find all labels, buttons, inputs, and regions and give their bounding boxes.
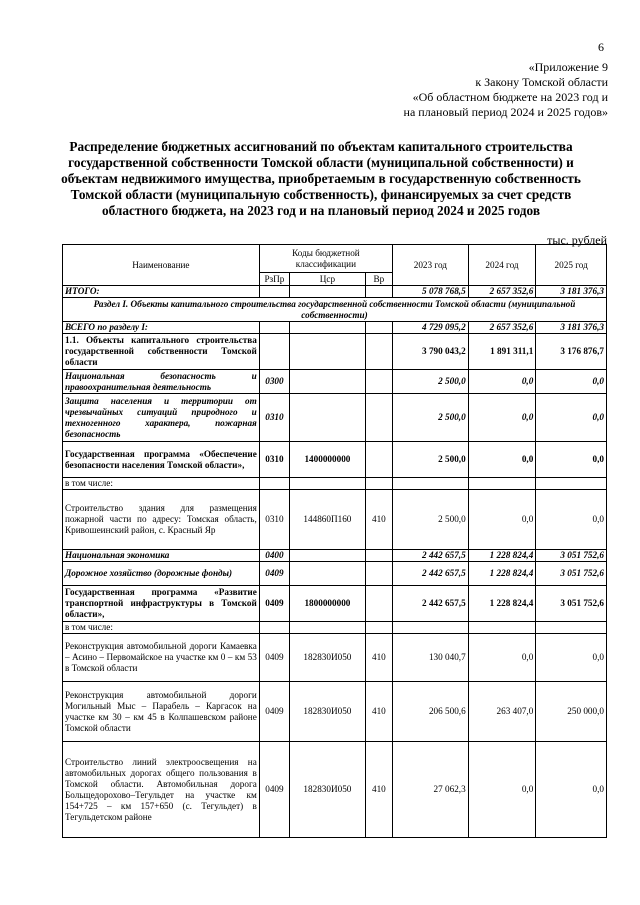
title-line: Распределение бюджетных ассигнований по объектам капитального строительства xyxy=(69,139,573,154)
table-row xyxy=(63,442,607,478)
cell-vr xyxy=(365,442,392,478)
cell-csr xyxy=(290,322,366,334)
cell-vr: 410 xyxy=(365,634,392,682)
cell-rzpr: 0409 xyxy=(259,742,289,838)
cell-rzpr: 0409 xyxy=(259,562,289,586)
appendix-line: «Приложение 9 xyxy=(528,60,608,74)
cell-2024: 263 407,0 xyxy=(468,682,536,742)
table-row xyxy=(63,622,607,634)
cell-2024: 0,0 xyxy=(468,442,536,478)
cell-2023: 5 078 768,5 xyxy=(393,286,469,298)
cell-2025: 0,0 xyxy=(536,442,607,478)
cell-csr xyxy=(290,334,366,370)
table-row xyxy=(63,370,607,394)
cell-name: ИТОГО: xyxy=(63,286,260,298)
cell-rzpr: 0409 xyxy=(259,634,289,682)
header-csr: Цср xyxy=(290,273,366,286)
cell-2025: 3 181 376,3 xyxy=(536,322,607,334)
cell-name: Защита населения и территории от чрезвычайных ситуаций природного и техногенного характера, пожарная безопасность xyxy=(63,394,260,442)
header-2025: 2025 год xyxy=(536,245,607,286)
cell-2025: 3 051 752,6 xyxy=(536,562,607,586)
cell-2023: 2 442 657,5 xyxy=(393,562,469,586)
header-vr: Вр xyxy=(365,273,392,286)
cell-name: Национальная безопасность и правоохранительная деятельность xyxy=(63,370,260,394)
units-label: тыс. рублей xyxy=(547,233,607,247)
cell-2025: 0,0 xyxy=(536,634,607,682)
cell-2024: 1 228 824,4 xyxy=(468,550,536,562)
cell-2023: 3 790 043,2 xyxy=(393,334,469,370)
cell-csr: 1400000000 xyxy=(290,442,366,478)
table-row xyxy=(63,322,607,334)
cell-2023: 27 062,3 xyxy=(393,742,469,838)
cell-2025: 0,0 xyxy=(536,370,607,394)
cell-2025: 3 051 752,6 xyxy=(536,550,607,562)
cell-2024: 2 657 352,6 xyxy=(468,322,536,334)
cell-2025: 0,0 xyxy=(536,742,607,838)
cell-name: ВСЕГО по разделу I: xyxy=(63,322,260,334)
cell-rzpr: 0400 xyxy=(259,550,289,562)
cell-rzpr: 0310 xyxy=(259,442,289,478)
cell-2023: 206 500,6 xyxy=(393,682,469,742)
cell-vr xyxy=(365,370,392,394)
cell-name: Строительство здания для размещения пожарной части по адресу: Томская область, Кривошеинский район, с. Красный Яр xyxy=(63,490,260,550)
cell-csr: 1800000000 xyxy=(290,586,366,622)
cell-vr xyxy=(365,334,392,370)
cell-2025: 3 176 876,7 xyxy=(536,334,607,370)
cell-name: Дорожное хозяйство (дорожные фонды) xyxy=(63,562,260,586)
cell-2023: 2 500,0 xyxy=(393,490,469,550)
cell-2023: 2 442 657,5 xyxy=(393,586,469,622)
cell-2023: 2 500,0 xyxy=(393,394,469,442)
appendix-line: к Закону Томской области xyxy=(475,75,608,89)
cell-2025: 0,0 xyxy=(536,394,607,442)
table-row xyxy=(63,490,607,550)
cell-rzpr: 0310 xyxy=(259,394,289,442)
cell-name: в том числе: xyxy=(63,622,260,634)
table-row xyxy=(63,682,607,742)
cell-2023: 2 500,0 xyxy=(393,442,469,478)
title-line: областного бюджета, на 2023 год и на плановый период 2024 и 2025 годов xyxy=(101,203,541,218)
cell-csr: 182830И050 xyxy=(290,682,366,742)
cell-vr: 410 xyxy=(365,682,392,742)
cell-vr xyxy=(365,586,392,622)
table-row xyxy=(63,562,607,586)
table-row xyxy=(63,478,607,490)
cell-2025: 250 000,0 xyxy=(536,682,607,742)
section-title: Раздел I. Объекты капитального строительства государственной собственности Томской области (муниципальной собственности) xyxy=(63,298,607,322)
cell-2024: 0,0 xyxy=(468,742,536,838)
cell-2024: 0,0 xyxy=(468,490,536,550)
budget-table xyxy=(62,244,607,838)
header-2024: 2024 год xyxy=(468,245,536,286)
cell-name: Государственная программа «Развитие транспортной инфраструктуры в Томской области», xyxy=(63,586,260,622)
cell-rzpr xyxy=(259,334,289,370)
cell-2023: 2 500,0 xyxy=(393,370,469,394)
cell-2024: 1 891 311,1 xyxy=(468,334,536,370)
cell-vr: 410 xyxy=(365,742,392,838)
cell-name: 1.1. Объекты капитального строительства государственной собственности Томской области xyxy=(63,334,260,370)
appendix-line: на плановый период 2024 и 2025 годов» xyxy=(403,105,608,119)
table-row xyxy=(63,550,607,562)
cell-csr: 182830И050 xyxy=(290,634,366,682)
header-2023: 2023 год xyxy=(393,245,469,286)
cell-2024: 1 228 824,4 xyxy=(468,562,536,586)
cell-name: Строительство линий электроосвещения на автомобильных дорогах общего пользования в Томской области. Автомобильная дорога Больщедорохово–Тегульдет на участке км 154+725 – км 157+650 (с. Тегульдет) в Тегульдетском районе xyxy=(63,742,260,838)
cell-2023: 130 040,7 xyxy=(393,634,469,682)
cell-vr xyxy=(365,550,392,562)
cell-2024: 0,0 xyxy=(468,634,536,682)
cell-vr xyxy=(365,322,392,334)
cell-2025: 0,0 xyxy=(536,490,607,550)
cell-2023: 2 442 657,5 xyxy=(393,550,469,562)
cell-csr: 182830И050 xyxy=(290,742,366,838)
cell-vr xyxy=(365,394,392,442)
appendix-line: «Об областном бюджете на 2023 год и xyxy=(412,90,608,104)
document-title xyxy=(40,139,602,219)
cell-2025: 3 181 376,3 xyxy=(536,286,607,298)
header-name: Наименование xyxy=(63,245,260,286)
cell-csr xyxy=(290,394,366,442)
cell-csr: 144860П160 xyxy=(290,490,366,550)
cell-2024: 0,0 xyxy=(468,370,536,394)
cell-rzpr: 0310 xyxy=(259,490,289,550)
cell-rzpr: 0409 xyxy=(259,682,289,742)
table-row xyxy=(63,334,607,370)
section-row xyxy=(63,298,607,322)
cell-2024: 0,0 xyxy=(468,394,536,442)
appendix-reference xyxy=(308,60,608,120)
cell-2025: 3 051 752,6 xyxy=(536,586,607,622)
cell-name: Реконструкция автомобильной дороги Могильный Мыс – Парабель – Каргасок на участке км 30 – км 45 в Колпашевском районе Томской области xyxy=(63,682,260,742)
title-line: объектам недвижимого имущества, приобретаемым в государственную собственность xyxy=(61,171,581,186)
title-line: Томской области (муниципальную собственность), финансируемых за счет средств xyxy=(70,187,572,202)
cell-2023: 4 729 095,2 xyxy=(393,322,469,334)
cell-csr xyxy=(290,370,366,394)
cell-name: в том числе: xyxy=(63,478,260,490)
cell-name: Реконструкция автомобильной дороги Камаевка – Асино – Первомайское на участке км 0 – км 53 в Томской области xyxy=(63,634,260,682)
cell-name: Государственная программа «Обеспечение безопасности населения Томской области», xyxy=(63,442,260,478)
table-row xyxy=(63,634,607,682)
header-rzpr: РзПр xyxy=(259,273,289,286)
cell-rzpr xyxy=(259,322,289,334)
title-line: государственной собственности Томской области (муниципальной собственности) и xyxy=(68,155,574,170)
cell-vr xyxy=(365,562,392,586)
cell-csr xyxy=(290,562,366,586)
table-row xyxy=(63,742,607,838)
cell-name: Национальная экономика xyxy=(63,550,260,562)
header-codes: Коды бюджетной классификации xyxy=(259,245,392,273)
table-row xyxy=(63,586,607,622)
cell-2024: 2 657 352,6 xyxy=(468,286,536,298)
table-row xyxy=(63,394,607,442)
cell-csr xyxy=(290,550,366,562)
total-row xyxy=(63,286,607,298)
page-number: 6 xyxy=(598,40,604,54)
cell-2024: 1 228 824,4 xyxy=(468,586,536,622)
cell-rzpr: 0300 xyxy=(259,370,289,394)
cell-rzpr: 0409 xyxy=(259,586,289,622)
cell-vr: 410 xyxy=(365,490,392,550)
